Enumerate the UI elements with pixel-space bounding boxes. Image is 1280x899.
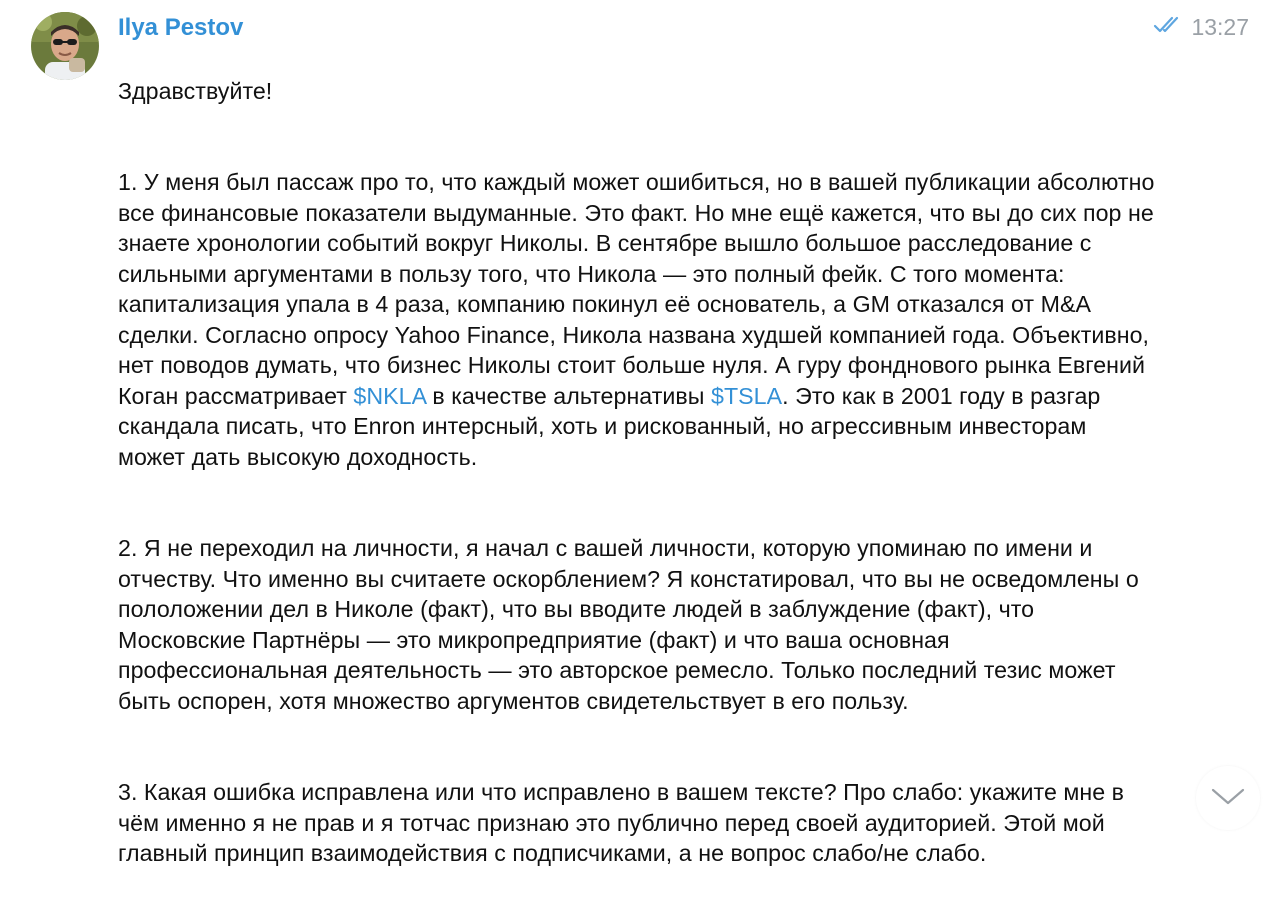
message-paragraph-3: 3. Какая ошибка исправлена или что исправлено в вашем тексте? Про слабо: укажите мне в чём именно я не прав и я тотчас признаю это публично перед своей аудиторией. Этой мой главный принцип взаимодействия с подписчиками, а не вопрос слабо/не слабо.: [118, 779, 1125, 866]
double-check-icon: [1153, 15, 1183, 40]
chevron-down-icon: [1210, 786, 1246, 811]
message-text: [118, 45, 1158, 899]
ticker-link-tsla[interactable]: $TSLA: [711, 382, 783, 409]
paragraph-1-text-c: . Это как в 2001 году в разгар скандала писать, что Enron интерсный, хоть и рискованный, но агрессивным инвесторам может дать высокую доходность.: [118, 382, 1101, 470]
message-greeting: Здравствуйте!: [118, 77, 273, 104]
scroll-down-button[interactable]: [1196, 766, 1260, 830]
paragraph-1-text-a: 1. У меня был пассаж про то, что каждый может ошибиться, но в вашей публикации абсолютно все финансовые показатели выдуманные. Это факт. Но мне ещё кажется, что вы до сих пор не знаете хронологии событий вокруг Николы. В сентябре вышло большое расследование с сильными аргументами в пользу того, что Никола — это полный фейк. С того момента: капитализация упала в 4 раза, компанию покинул её основатель, а GM отказался от M&A сделки. Согласно опросу Yahoo Finance, Никола названа худшей компанией года. Объективно, нет поводов думать, что бизнес Николы стоит больше нуля. А гуру фонднового рынка Евгений Коган рассматривает: [118, 169, 1155, 409]
ticker-link-nkla[interactable]: $NKLA: [353, 382, 426, 409]
message-time: 13:27: [1191, 13, 1249, 40]
avatar-photo: [31, 12, 99, 80]
message-paragraph-1: [118, 167, 1158, 472]
avatar[interactable]: [31, 12, 99, 80]
message-meta: [1153, 12, 1249, 42]
paragraph-1-text-b: в качестве альтернативы: [425, 382, 711, 409]
sender-name[interactable]: Ilya Pestov: [118, 14, 244, 41]
message-paragraph-2: 2. Я не переходил на личности, я начал с вашей личности, которую упоминаю по имени и отчеству. Что именно вы считаете оскорблением? Я констатировал, что вы не осведомлены о пололожении дел в Николе (факт), что вы вводите людей в заблуждение (факт), что Московские Партнёры — это микропредприятие (факт) и что ваша основная профессиональная деятельность — это авторское ремесло. Только последний тезис может быть оспорен, хотя множество аргументов свидетельствует в его пользу.: [118, 535, 1139, 714]
